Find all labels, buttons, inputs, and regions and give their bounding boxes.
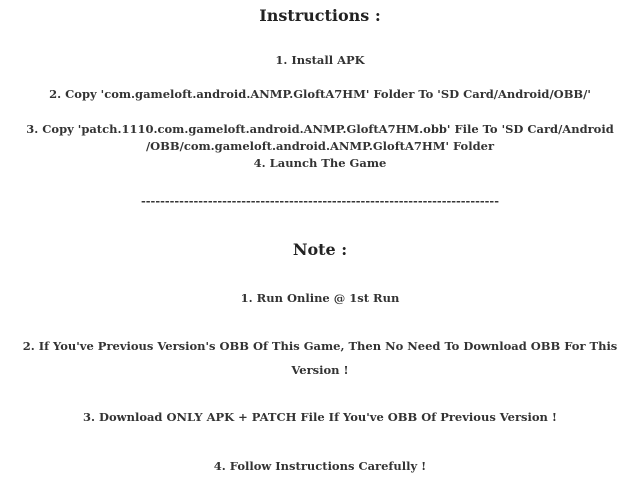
instruction-step-3-line-1: 3. Copy 'patch.1110.com.gameloft.android.ANMP.GloftA7HM.obb' File To 'SD Card/Android	[26, 122, 614, 136]
note-item-2-line-1: 2. If You've Previous Version's OBB Of This Game, Then No Need To Download OBB For This	[22, 339, 618, 353]
instruction-step-3-line-2: /OBB/com.gameloft.android.ANMP.GloftA7HM' Folder	[145, 139, 495, 153]
note-item-1: 1. Run Online @ 1st Run	[240, 291, 400, 305]
instruction-step-2: 2. Copy 'com.gameloft.android.ANMP.GloftA7HM' Folder To 'SD Card/Android/OBB/'	[49, 87, 591, 101]
note-heading: Note :	[292, 240, 348, 259]
section-divider: ---------------------------------------------------------------------------	[141, 194, 499, 208]
instruction-step-4: 4. Launch The Game	[253, 156, 387, 170]
note-item-3: 3. Download ONLY APK + PATCH File If You've OBB Of Previous Version !	[83, 410, 557, 424]
note-item-4: 4. Follow Instructions Carefully !	[213, 459, 427, 473]
instructions-heading: Instructions :	[259, 6, 381, 25]
instruction-step-1: 1. Install APK	[275, 53, 365, 67]
note-item-2-line-2: Version !	[291, 363, 349, 377]
